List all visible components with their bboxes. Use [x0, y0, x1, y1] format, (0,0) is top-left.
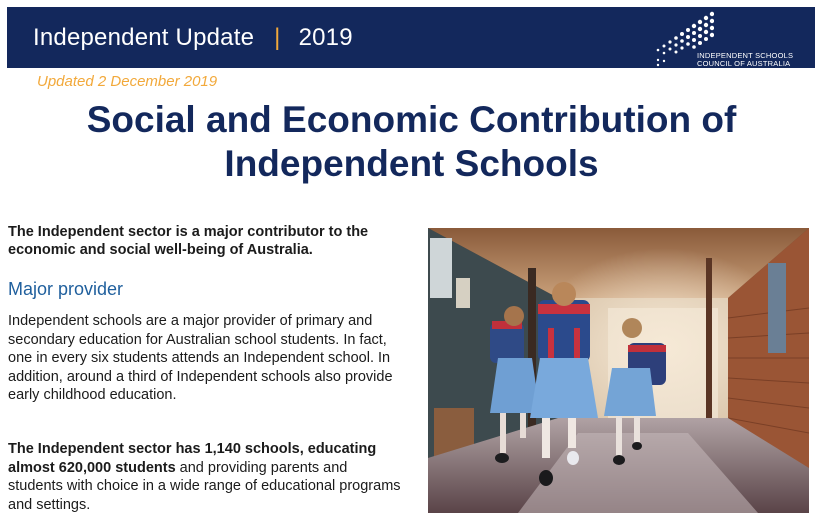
body-paragraph-2-bold: The Independent sector has 1,140 schools, educating almost 620,000 students: [8, 441, 377, 476]
logo-line-1: INDEPENDENT SCHOOLS: [697, 51, 794, 60]
body-paragraph-2: [8, 440, 403, 514]
logo-wordmark: [697, 52, 793, 68]
lead-paragraph: The Independent sector is a major contributor to the economic and social well-being of Australia.: [8, 224, 369, 258]
updated-date: Updated 2 December 2019: [37, 73, 218, 90]
title-line-1: Social and Economic Contribution of: [86, 99, 737, 140]
series-name: Independent Update: [33, 24, 255, 51]
publication-year: 2019: [298, 24, 353, 51]
title-separator: |: [274, 24, 281, 51]
section-heading: Major provider: [8, 279, 124, 299]
header-banner: [7, 7, 815, 68]
publication-title: [33, 24, 353, 52]
logo-line-2: COUNCIL OF AUSTRALIA: [697, 59, 791, 68]
page-title: [20, 98, 803, 186]
title-line-2: Independent Schools: [224, 143, 599, 184]
body-paragraph-1: Independent schools are a major provider of primary and secondary education for Australian school students. In fact, one in every six students attends an Independent school. In addition, around a third of Independent schools also provide early childhood education.: [8, 313, 393, 403]
school-corridor-photo: [428, 228, 809, 513]
body-paragraph-2-rest: and providing parents and students with choice in a wide range of educational programs and settings.: [8, 459, 401, 513]
